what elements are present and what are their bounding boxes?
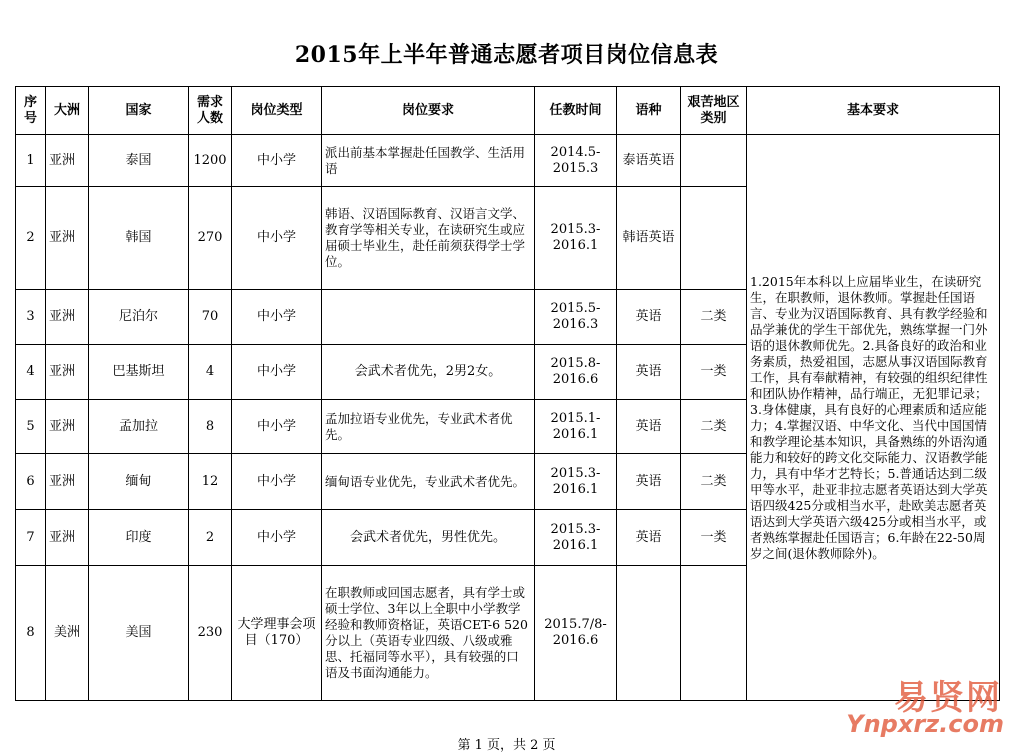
cell-demand: 8	[189, 400, 232, 454]
table-row	[16, 135, 1000, 187]
cell-lang: 英语	[617, 510, 681, 566]
cell-continent: 亚洲	[46, 290, 89, 345]
cell-lang: 韩语英语	[617, 187, 681, 290]
cell-period: 2014.5-2015.3	[535, 135, 617, 187]
cell-req: 韩语、汉语国际教育、汉语言文学、教育学等相关专业，在读研究生或应届硕士毕业生，赴任前须获得学士学位。	[322, 187, 535, 290]
header-lang: 语种	[617, 87, 681, 135]
header-req: 岗位要求	[322, 87, 535, 135]
cell-req: 在职教师或回国志愿者，具有学士或硕士学位、3年以上全职中小学教学经验和教师资格证，英语CET-6 520分以上（英语专业四级、八级或雅思、托福同等水平），具有较强的口语及书面沟通能力。	[322, 566, 535, 701]
cell-hard: 二类	[681, 290, 747, 345]
cell-hard	[681, 135, 747, 187]
cell-req: 派出前基本掌握赴任国教学、生活用语	[322, 135, 535, 187]
cell-type: 中小学	[232, 290, 322, 345]
cell-no: 6	[16, 454, 46, 510]
page-footer: 第 1 页，共 2 页	[457, 738, 556, 753]
cell-no: 7	[16, 510, 46, 566]
cell-continent: 亚洲	[46, 454, 89, 510]
cell-continent: 亚洲	[46, 187, 89, 290]
cell-req: 缅甸语专业优先，专业武术者优先。	[322, 454, 535, 510]
watermark-cn: 易贤网	[894, 678, 1002, 718]
cell-no: 5	[16, 400, 46, 454]
cell-country: 韩国	[89, 187, 189, 290]
cell-continent: 亚洲	[46, 400, 89, 454]
cell-continent: 亚洲	[46, 510, 89, 566]
cell-demand: 270	[189, 187, 232, 290]
cell-type: 中小学	[232, 510, 322, 566]
header-continent: 大洲	[46, 87, 89, 135]
cell-hard: 一类	[681, 510, 747, 566]
cell-country: 美国	[89, 566, 189, 701]
cell-demand: 70	[189, 290, 232, 345]
cell-hard: 二类	[681, 400, 747, 454]
cell-no: 2	[16, 187, 46, 290]
cell-type: 中小学	[232, 135, 322, 187]
cell-period: 2015.8-2016.6	[535, 345, 617, 400]
cell-hard	[681, 566, 747, 701]
cell-demand: 230	[189, 566, 232, 701]
cell-type: 大学理事会项目（170）	[232, 566, 322, 701]
header-row	[16, 87, 1000, 135]
cell-no: 1	[16, 135, 46, 187]
cell-type: 中小学	[232, 454, 322, 510]
cell-period: 2015.3-2016.1	[535, 510, 617, 566]
header-hard: 艰苦地区类别	[681, 87, 747, 135]
cell-lang: 泰语英语	[617, 135, 681, 187]
header-country: 国家	[89, 87, 189, 135]
cell-demand: 12	[189, 454, 232, 510]
basic-requirements: 1.2015年本科以上应届毕业生，在读研究生，在职教师，退休教师。掌握赴任国语言、专业为汉语国际教育、具有教学经验和品学兼优的学生干部优先，熟练掌握一门外语的退休教师优先。2.具备良好的政治和业务素质，热爱祖国，志愿从事汉语国际教育工作，具有奉献精神，有较强的组织纪律性和团队协作精神，品行端正，无犯罪记录；3.身体健康，具有良好的心理素质和适应能力；4.掌握汉语、中华文化、当代中国国情和教学理论基本知识，具备熟练的外语沟通能力和较好的跨文化交际能力、汉语教学能力，具有中华才艺特长；5.普通话达到二级甲等水平，赴亚非拉志愿者英语达到大学英语四级425分或相当水平，赴欧美志愿者英语达到大学英语六级425分或相当水平，或者熟练掌握赴任国语言；6.年龄在22-50周岁之间(退休教师除外)。	[747, 135, 1000, 701]
cell-type: 中小学	[232, 400, 322, 454]
cell-demand: 4	[189, 345, 232, 400]
cell-period: 2015.3-2016.1	[535, 454, 617, 510]
cell-lang: 英语	[617, 454, 681, 510]
header-demand: 需求人数	[189, 87, 232, 135]
cell-period: 2015.7/8-2016.6	[535, 566, 617, 701]
cell-type: 中小学	[232, 345, 322, 400]
header-period: 任教时间	[535, 87, 617, 135]
cell-req	[322, 290, 535, 345]
cell-continent: 亚洲	[46, 135, 89, 187]
header-type: 岗位类型	[232, 87, 322, 135]
cell-lang	[617, 566, 681, 701]
cell-req: 孟加拉语专业优先，专业武术者优先。	[322, 400, 535, 454]
cell-continent: 美洲	[46, 566, 89, 701]
cell-continent: 亚洲	[46, 345, 89, 400]
cell-period: 2015.1-2016.1	[535, 400, 617, 454]
cell-hard: 一类	[681, 345, 747, 400]
cell-type: 中小学	[232, 187, 322, 290]
watermark-en: Ynpxrz.com	[846, 710, 1004, 738]
cell-demand: 1200	[189, 135, 232, 187]
cell-lang: 英语	[617, 400, 681, 454]
cell-no: 8	[16, 566, 46, 701]
page-title: 2015年上半年普通志愿者项目岗位信息表	[294, 42, 719, 68]
cell-country: 孟加拉	[89, 400, 189, 454]
cell-country: 尼泊尔	[89, 290, 189, 345]
cell-period: 2015.5-2016.3	[535, 290, 617, 345]
cell-hard	[681, 187, 747, 290]
cell-period: 2015.3-2016.1	[535, 187, 617, 290]
header-basic: 基本要求	[747, 87, 1000, 135]
cell-req: 会武术者优先，男性优先。	[322, 510, 535, 566]
cell-country: 缅甸	[89, 454, 189, 510]
cell-no: 4	[16, 345, 46, 400]
cell-country: 印度	[89, 510, 189, 566]
cell-lang: 英语	[617, 290, 681, 345]
cell-country: 泰国	[89, 135, 189, 187]
cell-hard: 二类	[681, 454, 747, 510]
positions-table	[15, 86, 1000, 701]
cell-country: 巴基斯坦	[89, 345, 189, 400]
cell-demand: 2	[189, 510, 232, 566]
header-no: 序号	[16, 87, 46, 135]
cell-req: 会武术者优先，2男2女。	[322, 345, 535, 400]
cell-no: 3	[16, 290, 46, 345]
cell-lang: 英语	[617, 345, 681, 400]
watermark-logo	[846, 670, 1010, 750]
